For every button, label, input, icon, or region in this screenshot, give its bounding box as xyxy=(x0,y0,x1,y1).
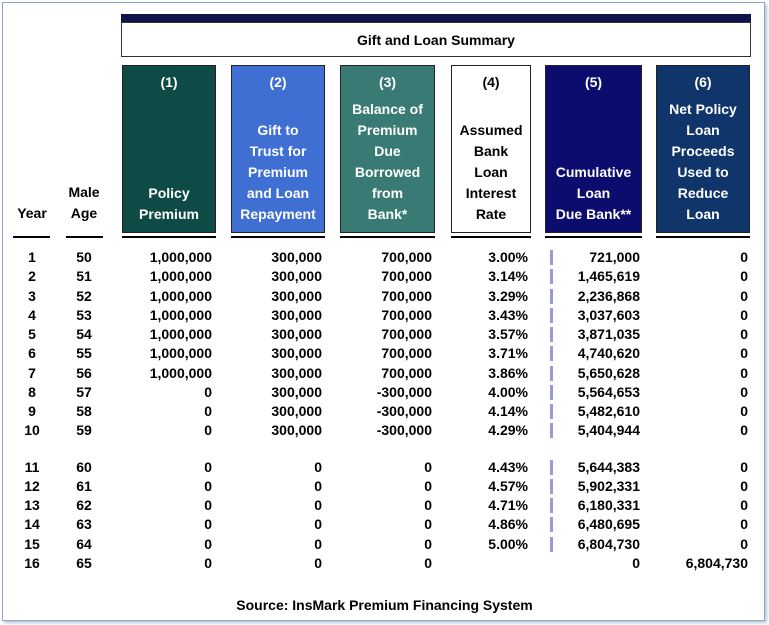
cell-year: 15 xyxy=(24,535,40,552)
cell-rate: 3.57% xyxy=(488,326,528,342)
cell-age: 64 xyxy=(76,535,92,552)
cell-gift: 300,000 xyxy=(271,403,322,419)
cell-loan: 5,404,944 xyxy=(577,422,640,439)
cell-premium: 1,000,000 xyxy=(149,268,212,285)
cell-rate: 4.57% xyxy=(488,477,528,494)
column-header-gift-to-trust xyxy=(231,65,325,233)
column-header-line: Borrowed xyxy=(354,164,421,180)
column-header-line: Reduce xyxy=(677,185,729,201)
header-rule xyxy=(340,236,435,238)
cell-age: 58 xyxy=(76,403,92,419)
cell-net: 0 xyxy=(740,249,748,265)
column-header-net-policy-loan xyxy=(656,65,750,233)
cell-premium: 1,000,000 xyxy=(149,326,212,342)
column-header-line: Net Policy xyxy=(669,101,737,117)
header-rule xyxy=(451,236,531,238)
cell-balance: 0 xyxy=(424,516,432,533)
loan-bar-marker xyxy=(550,498,553,513)
loan-bar-marker xyxy=(550,385,553,400)
cell-age: 51 xyxy=(76,268,92,285)
cell-gift: 300,000 xyxy=(271,422,322,439)
loan-bar-marker xyxy=(550,366,553,381)
title-accent-bar xyxy=(121,14,751,22)
cell-premium: 0 xyxy=(204,422,212,439)
table-row xyxy=(0,287,769,306)
table-row xyxy=(0,554,769,573)
cell-gift: 0 xyxy=(314,554,322,571)
loan-bar-marker xyxy=(550,250,553,265)
column-header-line: Loan xyxy=(474,164,508,180)
loan-bar-marker xyxy=(550,460,553,475)
cell-net: 0 xyxy=(740,306,748,323)
column-header-line: Balance of xyxy=(352,101,423,117)
cell-age: 54 xyxy=(76,326,92,342)
cell-gift: 0 xyxy=(314,458,322,475)
cell-year: 11 xyxy=(24,458,40,475)
cell-year: 14 xyxy=(24,516,40,533)
cell-premium: 1,000,000 xyxy=(149,345,212,362)
column-number: (6) xyxy=(694,74,712,90)
cell-loan: 3,037,603 xyxy=(577,306,640,323)
table-row xyxy=(0,477,769,496)
cell-rate: 4.71% xyxy=(488,497,528,513)
column-number: (4) xyxy=(482,74,500,90)
table-row xyxy=(0,458,769,477)
cell-premium: 1,000,000 xyxy=(149,287,212,304)
column-header-line: Gift to xyxy=(257,122,299,138)
column-header-line: Policy xyxy=(148,185,190,201)
cell-net: 0 xyxy=(740,268,748,285)
cell-net: 0 xyxy=(740,403,748,419)
cell-balance: 700,000 xyxy=(381,326,432,342)
table-row xyxy=(0,535,769,554)
cell-gift: 300,000 xyxy=(271,383,322,400)
cell-gift: 0 xyxy=(314,497,322,513)
cell-balance: -300,000 xyxy=(376,383,432,400)
column-header-cumulative-loan xyxy=(545,65,642,233)
loan-bar-marker xyxy=(550,346,553,361)
cell-net: 0 xyxy=(740,477,748,494)
loan-bar-marker xyxy=(550,517,553,532)
header-rule xyxy=(66,236,103,238)
cell-net: 0 xyxy=(740,287,748,304)
cell-net: 0 xyxy=(740,458,748,475)
column-header-line: Assumed xyxy=(459,122,523,138)
cell-year: 7 xyxy=(28,364,36,381)
cell-gift: 0 xyxy=(314,477,322,494)
cell-loan: 4,740,620 xyxy=(577,345,640,362)
cell-rate: 3.00% xyxy=(488,249,528,265)
table-row xyxy=(0,496,769,515)
cell-rate: 3.14% xyxy=(488,268,528,285)
column-header-line: Premium xyxy=(357,122,418,138)
year-header xyxy=(12,203,52,224)
loan-bar-marker xyxy=(550,289,553,304)
loan-bar-marker xyxy=(550,537,553,552)
cell-year: 13 xyxy=(24,497,40,513)
cell-gift: 300,000 xyxy=(271,287,322,304)
column-header-line: Bank xyxy=(473,143,509,159)
cell-year: 1 xyxy=(28,249,36,265)
column-header-line: Cumulative xyxy=(555,164,632,180)
cell-net: 0 xyxy=(740,364,748,381)
cell-year: 12 xyxy=(24,477,40,494)
cell-age: 53 xyxy=(76,306,92,323)
header-rule xyxy=(656,236,750,238)
cell-rate: 3.86% xyxy=(488,364,528,381)
table-row xyxy=(0,248,769,267)
cell-balance: 700,000 xyxy=(381,364,432,381)
column-header-line: Premium xyxy=(248,164,308,180)
cell-gift: 300,000 xyxy=(271,364,322,381)
cell-balance: 700,000 xyxy=(381,306,432,323)
cell-rate: 3.43% xyxy=(488,306,528,323)
cell-rate: 4.43% xyxy=(488,458,528,475)
cell-year: 9 xyxy=(28,403,36,419)
column-number: (1) xyxy=(160,74,178,90)
cell-loan: 6,480,695 xyxy=(577,516,640,533)
cell-rate: 4.29% xyxy=(488,422,528,439)
loan-bar-marker xyxy=(550,423,553,438)
cell-balance: -300,000 xyxy=(376,403,432,419)
age-header-line: Male xyxy=(68,184,100,200)
cell-premium: 0 xyxy=(204,554,212,571)
source-note: Source: InsMark Premium Financing System xyxy=(236,597,533,613)
cell-net: 0 xyxy=(740,422,748,439)
table-row xyxy=(0,364,769,383)
cell-gift: 300,000 xyxy=(271,345,322,362)
column-number: (2) xyxy=(269,74,287,90)
cell-premium: 0 xyxy=(204,535,212,552)
cell-premium: 0 xyxy=(204,477,212,494)
column-header-line: and Loan xyxy=(246,185,310,201)
cell-gift: 0 xyxy=(314,516,322,533)
cell-year: 6 xyxy=(28,345,36,362)
column-header-line: Bank* xyxy=(367,206,408,222)
cell-balance: 700,000 xyxy=(381,345,432,362)
cell-gift: 0 xyxy=(314,535,322,552)
cell-age: 63 xyxy=(76,516,92,533)
age-header xyxy=(60,182,108,224)
cell-year: 8 xyxy=(28,383,36,400)
cell-rate: 3.71% xyxy=(488,345,528,362)
loan-bar-marker xyxy=(550,479,553,494)
loan-bar-marker xyxy=(550,404,553,419)
cell-net: 0 xyxy=(740,516,748,533)
cell-loan: 6,804,730 xyxy=(577,535,640,552)
cell-gift: 300,000 xyxy=(271,268,322,285)
table-row xyxy=(0,515,769,534)
table-row xyxy=(0,383,769,402)
cell-premium: 1,000,000 xyxy=(149,249,212,265)
cell-year: 2 xyxy=(28,268,36,285)
cell-loan: 1,465,619 xyxy=(577,268,640,285)
loan-bar-marker xyxy=(550,269,553,284)
cell-balance: -300,000 xyxy=(376,422,432,439)
column-header-line: Trust for xyxy=(249,143,307,159)
cell-year: 5 xyxy=(28,326,36,342)
age-header-line: Age xyxy=(70,205,98,221)
cell-balance: 700,000 xyxy=(381,287,432,304)
column-header-line: Interest xyxy=(465,185,517,201)
cell-premium: 0 xyxy=(204,497,212,513)
cell-loan: 5,650,628 xyxy=(577,364,640,381)
cell-age: 61 xyxy=(76,477,92,494)
table-row xyxy=(0,267,769,286)
cell-rate: 4.00% xyxy=(488,383,528,400)
column-header-line: Due xyxy=(374,143,401,159)
column-header-balance-borrowed xyxy=(340,65,435,233)
cell-balance: 0 xyxy=(424,497,432,513)
year-header-label: Year xyxy=(17,205,47,221)
cell-age: 65 xyxy=(76,554,92,571)
cell-gift: 300,000 xyxy=(271,326,322,342)
column-header-line: Used to xyxy=(677,164,729,180)
column-header-line: Due Bank** xyxy=(555,206,632,222)
cell-age: 57 xyxy=(76,383,92,400)
cell-balance: 0 xyxy=(424,458,432,475)
cell-loan: 0 xyxy=(632,554,640,571)
cell-loan: 6,180,331 xyxy=(577,497,640,513)
cell-balance: 700,000 xyxy=(381,249,432,265)
column-header-policy-premium xyxy=(122,65,216,233)
table-row xyxy=(0,306,769,325)
cell-rate: 3.29% xyxy=(488,287,528,304)
cell-balance: 0 xyxy=(424,554,432,571)
cell-year: 10 xyxy=(24,422,40,439)
cell-net: 0 xyxy=(740,535,748,552)
cell-age: 52 xyxy=(76,287,92,304)
cell-year: 3 xyxy=(28,287,36,304)
cell-loan: 2,236,868 xyxy=(577,287,640,304)
cell-gift: 300,000 xyxy=(271,249,322,265)
loan-bar-marker xyxy=(550,308,553,323)
cell-rate: 4.14% xyxy=(488,403,528,419)
cell-premium: 0 xyxy=(204,383,212,400)
column-header-line: Loan xyxy=(576,185,611,201)
column-header-line: Premium xyxy=(139,206,199,222)
cell-net: 0 xyxy=(740,345,748,362)
column-header-interest-rate xyxy=(451,65,531,233)
header-rule xyxy=(13,236,50,238)
column-number: (3) xyxy=(378,74,397,90)
column-header-line: Proceeds xyxy=(671,143,735,159)
cell-age: 62 xyxy=(76,497,92,513)
table-row xyxy=(0,421,769,440)
header-rule xyxy=(545,236,642,238)
header-rule xyxy=(122,236,216,238)
cell-loan: 5,482,610 xyxy=(577,403,640,419)
loan-bar-marker xyxy=(550,327,553,342)
cell-net: 6,804,730 xyxy=(685,554,748,571)
column-header-line: from xyxy=(371,185,404,201)
cell-rate: 5.00% xyxy=(488,535,528,552)
column-header-line: Repayment xyxy=(240,206,316,222)
cell-loan: 5,902,331 xyxy=(577,477,640,494)
cell-loan: 5,564,653 xyxy=(577,383,640,400)
cell-rate: 4.86% xyxy=(488,516,528,533)
cell-age: 55 xyxy=(76,345,92,362)
cell-year: 4 xyxy=(28,306,36,323)
column-header-line: Loan xyxy=(686,206,720,222)
cell-net: 0 xyxy=(740,326,748,342)
column-number: (5) xyxy=(584,74,603,90)
cell-age: 59 xyxy=(76,422,92,439)
cell-age: 50 xyxy=(76,249,92,265)
cell-age: 56 xyxy=(76,364,92,381)
cell-loan: 3,871,035 xyxy=(577,326,640,342)
cell-year: 16 xyxy=(24,554,40,571)
cell-balance: 700,000 xyxy=(381,268,432,285)
cell-premium: 0 xyxy=(204,403,212,419)
cell-premium: 0 xyxy=(204,516,212,533)
table-title: Gift and Loan Summary xyxy=(121,22,751,57)
table-row xyxy=(0,325,769,344)
cell-net: 0 xyxy=(740,383,748,400)
cell-loan: 5,644,383 xyxy=(577,458,640,475)
cell-balance: 0 xyxy=(424,477,432,494)
cell-loan: 721,000 xyxy=(589,249,640,265)
column-header-line: Rate xyxy=(475,206,507,222)
cell-net: 0 xyxy=(740,497,748,513)
cell-balance: 0 xyxy=(424,535,432,552)
cell-premium: 0 xyxy=(204,458,212,475)
column-header-line: Loan xyxy=(686,122,720,138)
cell-gift: 300,000 xyxy=(271,306,322,323)
table-row xyxy=(0,402,769,421)
cell-premium: 1,000,000 xyxy=(149,364,212,381)
table-row xyxy=(0,344,769,363)
cell-premium: 1,000,000 xyxy=(149,306,212,323)
cell-age: 60 xyxy=(76,458,92,475)
header-rule xyxy=(231,236,325,238)
